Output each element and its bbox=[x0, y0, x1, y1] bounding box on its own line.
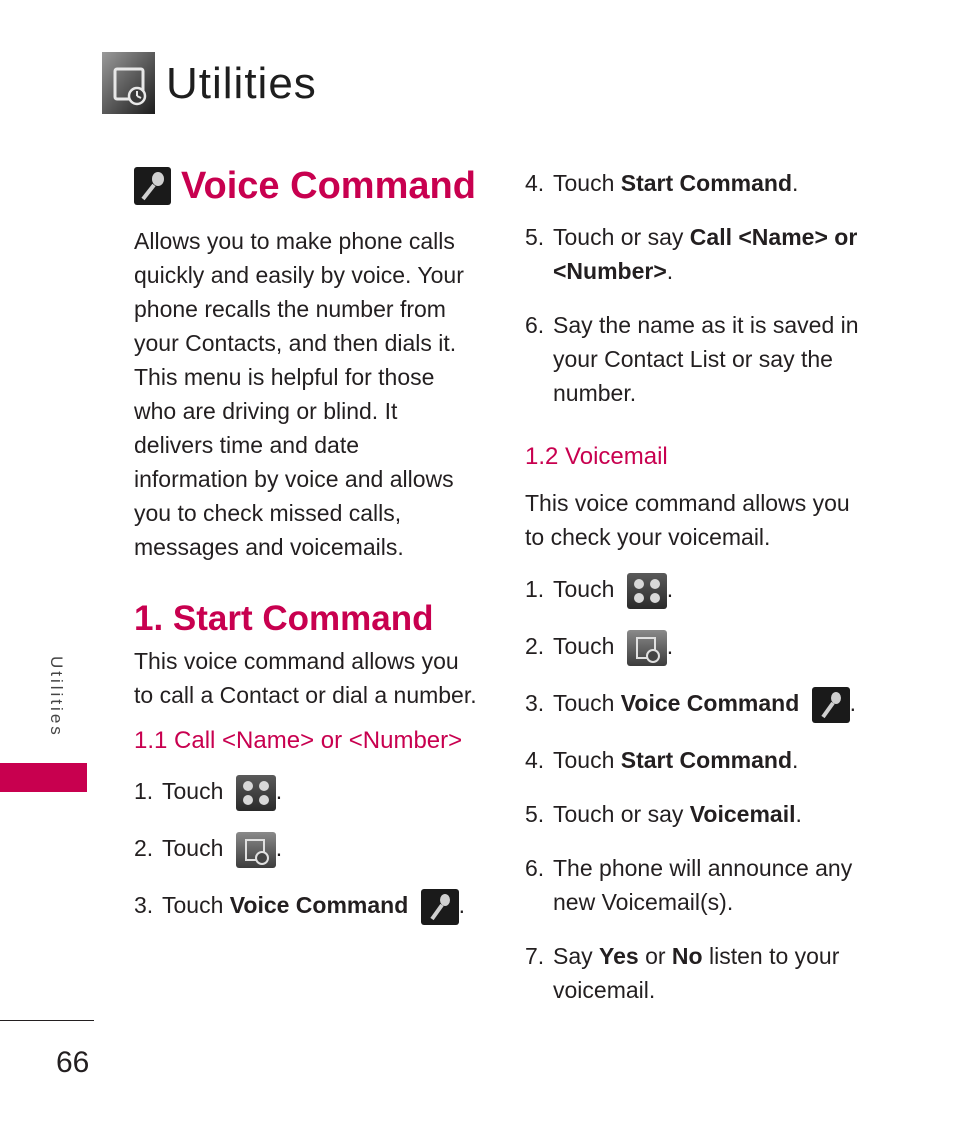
voicemail-subheading: 1.2 Voicemail bbox=[525, 443, 668, 470]
page-number: 66 bbox=[56, 1046, 90, 1079]
microphone-icon bbox=[134, 167, 171, 205]
list-item: 3. Touch Voice Command . bbox=[525, 686, 870, 723]
left-column bbox=[134, 164, 479, 925]
utilities-icon bbox=[627, 630, 667, 666]
side-tab-label: Utilities bbox=[47, 656, 66, 738]
list-item: 2. Touch . bbox=[134, 831, 479, 868]
list-item: 5. Touch or say Voicemail. bbox=[525, 800, 802, 827]
section-heading bbox=[134, 164, 479, 208]
right-column bbox=[525, 166, 870, 1007]
voice-command-heading: Voice Command bbox=[181, 165, 476, 207]
start-command-desc: This voice command allows you to call a Contact or dial a number. bbox=[134, 648, 477, 708]
side-tab-bar bbox=[0, 763, 87, 792]
list-item: 1. Touch . bbox=[134, 774, 479, 811]
voicemail-desc: This voice command allows you to check your voicemail. bbox=[525, 490, 850, 550]
list-item: 1. Touch . bbox=[525, 572, 870, 609]
list-item: 4. Touch Start Command. bbox=[525, 170, 799, 196]
footer-rule bbox=[0, 1020, 94, 1021]
list-item: 6. The phone will announce any new Voicemail(s). bbox=[525, 854, 853, 915]
list-item: 4. Touch Start Command. bbox=[525, 746, 799, 773]
list-item: 2. Touch . bbox=[525, 629, 870, 666]
page-title: Utilities bbox=[166, 59, 317, 108]
call-subheading: 1.1 Call <Name> or <Number> bbox=[134, 727, 463, 754]
utilities-header-icon bbox=[102, 52, 155, 114]
list-item: 6. Say the name as it is saved in your Contact List or say the number. bbox=[525, 312, 859, 406]
intro-text: Allows you to make phone calls quickly and easily by voice. Your phone recalls the number from your Contacts, and then dials it. This menu is helpful for those who are driving or blind. It delivers time and date information by voice and allows you to check missed calls, messages and voicemails. bbox=[134, 228, 464, 560]
utilities-icon bbox=[236, 832, 276, 868]
microphone-icon bbox=[812, 687, 850, 723]
start-command-heading: 1. Start Command bbox=[134, 599, 434, 638]
menu-grid-icon bbox=[627, 573, 667, 609]
list-item: 3. Touch Voice Command . bbox=[134, 888, 479, 925]
list-item: 5. Touch or say Call <Name> or <Number>. bbox=[525, 224, 858, 284]
menu-grid-icon bbox=[236, 775, 276, 811]
list-item: 7. Say Yes or No listen to your voicemail. bbox=[525, 942, 840, 1003]
microphone-icon bbox=[421, 889, 459, 925]
